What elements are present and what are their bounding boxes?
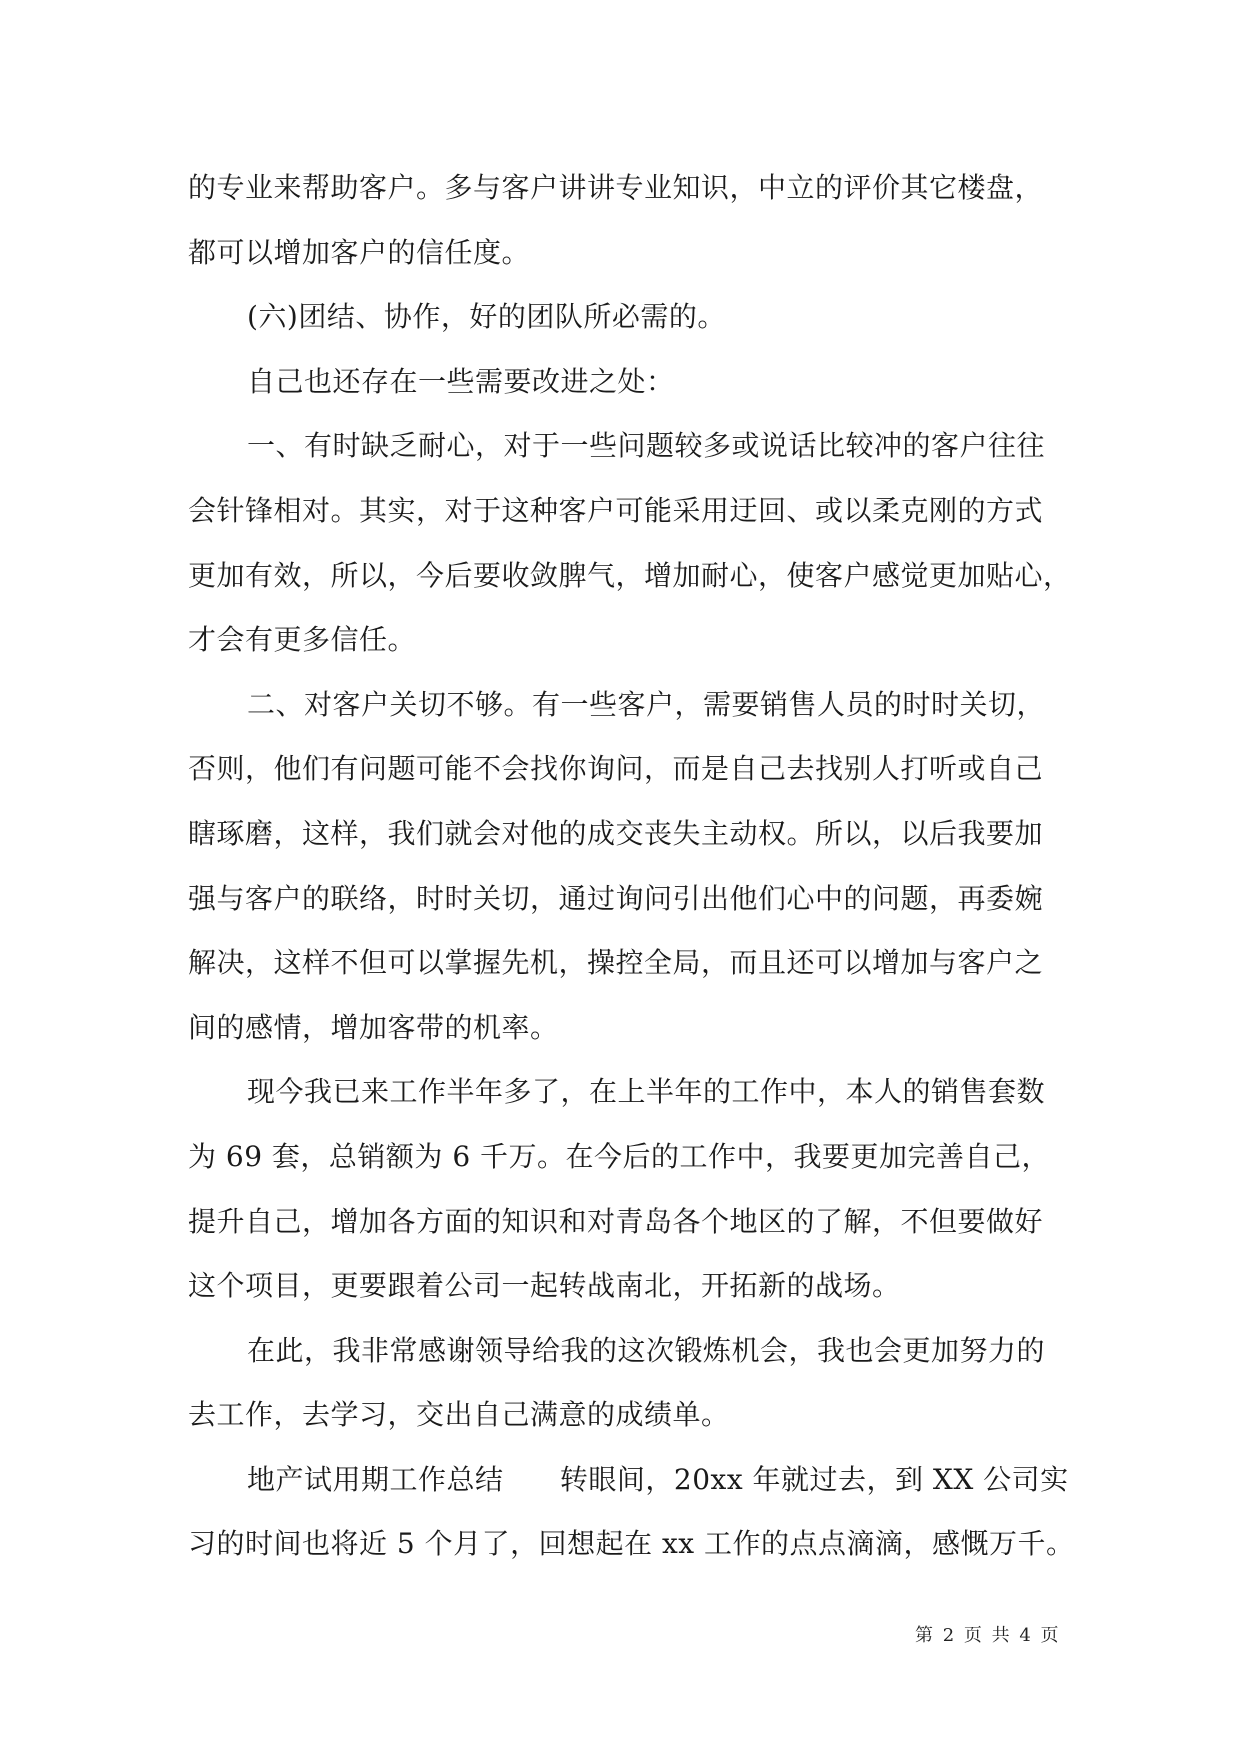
text-line: 强与客户的联络，时时关切，通过询问引出他们心中的问题，再委婉: [188, 881, 1044, 915]
text-line: 这个项目，更要跟着公司一起转战南北，开拓新的战场。: [188, 1269, 901, 1303]
text-line: 习的时间也将近 5 个月了，回想起在 xx 工作的点点滴滴，感慨万千。: [188, 1527, 1075, 1561]
text-line: 为 69 套，总销额为 6 千万。在今后的工作中，我要更加完善自己，: [188, 1139, 1051, 1173]
text-line: 否则，他们有问题可能不会找你询问，而是自己去找别人打听或自己: [188, 752, 1044, 786]
text-line: 在此，我非常感谢领导给我的这次锻炼机会，我也会更加努力的: [247, 1333, 1046, 1367]
text-line: 会针锋相对。其实，对于这种客户可能采用迂回、或以柔克刚的方式: [188, 493, 1044, 527]
body-text: [188, 156, 1075, 1577]
text-line: 提升自己，增加各方面的知识和对青岛各个地区的了解，不但要做好: [188, 1204, 1044, 1238]
text-line: 现今我已来工作半年多了，在上半年的工作中，本人的销售套数: [247, 1075, 1046, 1109]
text-line: 地产试用期工作总结 转眼间，20xx 年就过去，到 XX 公司实: [247, 1462, 1069, 1496]
text-line: 瞎琢磨，这样，我们就会对他的成交丧失主动权。所以，以后我要加: [188, 816, 1044, 850]
text-line: 的专业来帮助客户。多与客户讲讲专业知识，中立的评价其它楼盘，: [188, 171, 1044, 204]
text-line: 二、对客户关切不够。有一些客户，需要销售人员的时时关切，: [247, 687, 1046, 721]
page-number-footer: 第 2 页 共 4 页: [915, 1625, 1061, 1646]
text-line: 去工作，去学习，交出自己满意的成绩单。: [188, 1398, 730, 1432]
text-line: 更加有效，所以，今后要收敛脾气，增加耐心，使客户感觉更加贴心，: [188, 558, 1072, 592]
text-line: 自己也还存在一些需要改进之处：: [247, 364, 675, 398]
text-line: (六)团结、协作，好的团队所必需的。: [247, 300, 726, 334]
text-line: 都可以增加客户的信任度。: [188, 235, 531, 269]
text-line: 才会有更多信任。: [188, 623, 417, 657]
text-line: 一、有时缺乏耐心，对于一些问题较多或说话比较冲的客户往往: [247, 429, 1046, 463]
text-line: 间的感情，增加客带的机率。: [188, 1010, 559, 1044]
text-line: 解决，这样不但可以掌握先机，操控全局，而且还可以增加与客户之: [188, 946, 1044, 980]
